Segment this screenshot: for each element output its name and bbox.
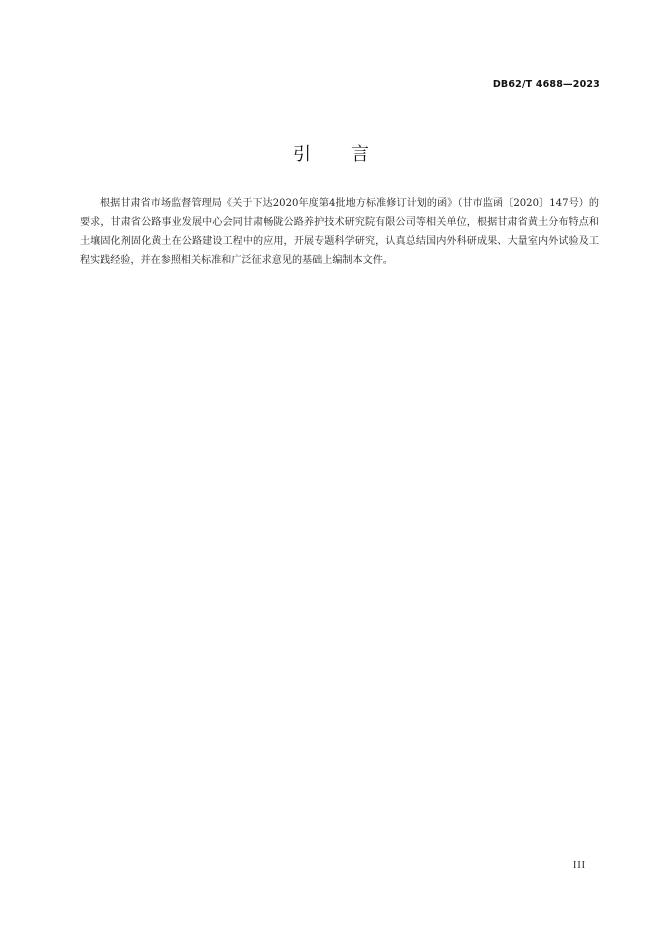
introduction-paragraph: 根据甘肃省市场监督管理局《关于下达2020年度第4批地方标准修订计划的函》（甘市监函〔2020〕147号）的要求，甘肃省公路事业发展中心会同甘肃畅陇公路养护技术研究院有限公司等相关单位，根据甘肃省黄土分布特点和土壤固化剂固化黄土在公路建设工程中的应用，开展专题科学研究，认真总结国内外科研成果、大量室内外试验及工程实践经验，并在参照相关标准和广泛征求意见的基础上编制本文件。 [80,198,599,266]
section-title: 引言 [293,144,409,165]
standard-code: DB62/T 4688—2023 [492,79,600,90]
page-number: III [573,860,586,871]
